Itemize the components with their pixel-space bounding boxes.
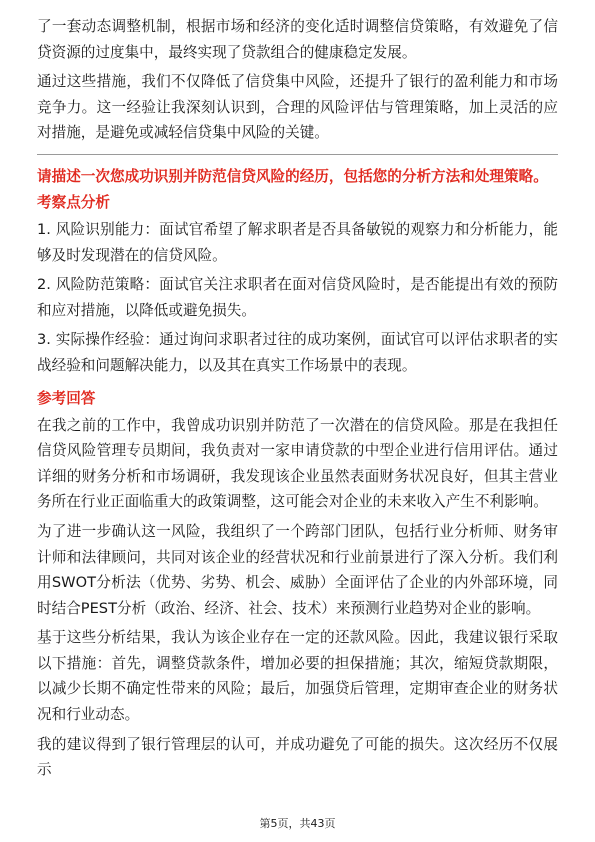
- interview-question: 请描述一次您成功识别并防范信贷风险的经历，包括您的分析方法和处理策略。: [37, 167, 548, 185]
- answer-paragraph-3: 基于这些分析结果，我认为该企业存在一定的还款风险。因此，我建议银行采取以下措施：首先，调整贷款条件，增加必要的担保措施；其次，缩短贷款期限，以减少长期不确定性带来的风险；最后，加强贷后管理，定期审查企业的财务状况和行业动态。: [37, 629, 558, 724]
- section-divider: [37, 154, 558, 155]
- analysis-section: [37, 191, 558, 379]
- answer-paragraph-1: 在我之前的工作中，我曾成功识别并防范了一次潜在的信贷风险。那是在我担任信贷风险管理专员期间，我负责对一家申请贷款的中型企业进行信用评估。通过详细的财务分析和市场调研，我发现该企业虽然表面财务状况良好，但其主营业务所在行业正面临重大的政策调整，这可能会对企业的未来收入产生不利影响。: [37, 416, 558, 511]
- answer-paragraph-2: 为了进一步确认这一风险，我组织了一个跨部门团队，包括行业分析师、财务审计师和法律顾问，共同对该企业的经营状况和行业前景进行了深入分析。我们利用SWOT分析法（优势、劣势、机会、威胁）全面评估了企业的内外部环境，同时结合PEST分析（政治、经济、社会、技术）来预测行业趋势对企业的影响。: [37, 522, 558, 617]
- document-page: [37, 14, 558, 787]
- analysis-item-3: 3. 实际操作经验：通过询问求职者过往的成功案例，面试官可以评估求职者的实战经验和问题解决能力，以及其在真实工作场景中的表现。: [37, 331, 558, 374]
- answer-title: 参考回答: [37, 389, 96, 407]
- answer-section: [37, 387, 558, 783]
- answer-paragraph-4: 我的建议得到了银行管理层的认可，并成功避免了可能的损失。这次经历不仅展示: [37, 735, 558, 779]
- analysis-item-1: 1. 风险识别能力：面试官希望了解求职者是否具备敏锐的观察力和分析能力，能够及时发现潜在的信贷风险。: [37, 220, 558, 264]
- page-number: 第5页，共43页: [259, 817, 336, 830]
- intro-paragraph-2: 通过这些措施，我们不仅降低了信贷集中风险，还提升了银行的盈利能力和市场竞争力。这一经验让我深刻认识到，合理的风险评估与管理策略，加上灵活的应对措施，是避免或减轻信贷集中风险的关键。: [37, 73, 558, 142]
- analysis-item-2: 2. 风险防范策略：面试官关注求职者在面对信贷风险时，是否能提出有效的预防和应对措施，以降低或避免损失。: [37, 276, 558, 319]
- analysis-title: 考察点分析: [37, 193, 110, 211]
- intro-paragraph-1: 了一套动态调整机制，根据市场和经济的变化适时调整信贷策略，有效避免了信贷资源的过度集中，最终实现了贷款组合的健康稳定发展。: [37, 18, 558, 61]
